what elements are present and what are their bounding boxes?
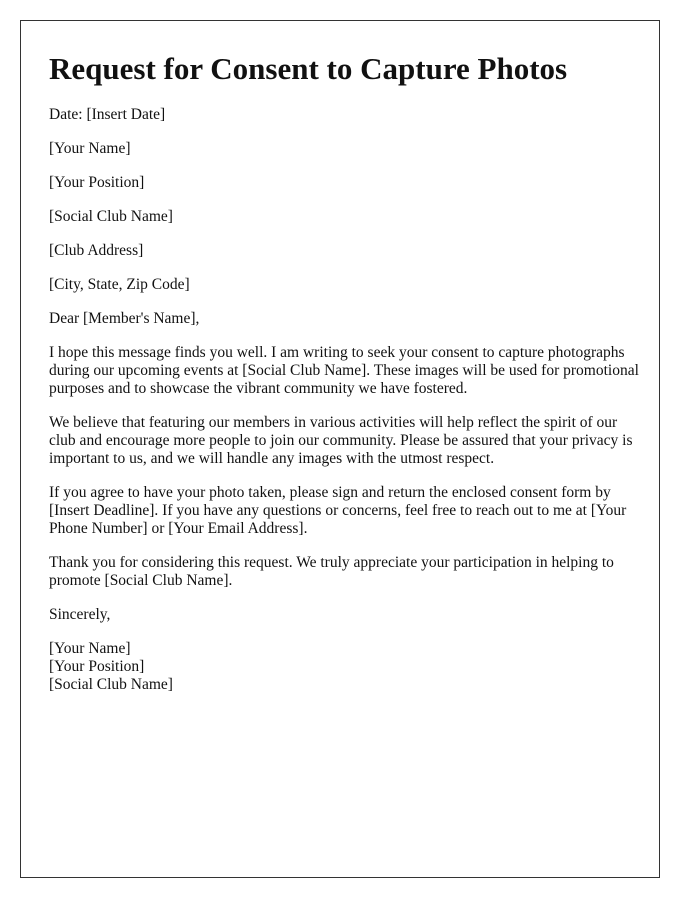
closing: Sincerely, <box>49 606 111 623</box>
signature-name: [Your Name] <box>49 640 131 657</box>
sender-address: [Club Address] <box>49 242 144 259</box>
body-paragraph: I hope this message finds you well. I am writing to seek your consent to capture photographs during our upcoming events at [Social Club Name]. These images will be used for promotional purposes and to showcase the vibrant community we have fostered. <box>49 344 639 397</box>
greeting: Dear [Member's Name], <box>49 310 200 327</box>
letter-page <box>20 20 660 878</box>
body-paragraph: We believe that featuring our members in various activities will help reflect the spirit of our club and encourage more people to join our community. Please be assured that your privacy is important to us, and we will handle any images with the utmost respect. <box>49 414 633 467</box>
body-paragraph: If you agree to have your photo taken, please sign and return the enclosed consent form by [Insert Deadline]. If you have any questions or concerns, feel free to reach out to me at [Your Phone Number] or [Your Email Address]. <box>49 484 627 537</box>
sender-club-name: [Social Club Name] <box>49 208 173 225</box>
sender-name: [Your Name] <box>49 140 131 157</box>
signature-block <box>49 640 641 694</box>
body-paragraph: Thank you for considering this request. We truly appreciate your participation in helping to promote [Social Club Name]. <box>49 554 614 589</box>
date-line: Date: [Insert Date] <box>49 106 166 123</box>
sender-city-state-zip: [City, State, Zip Code] <box>49 276 190 293</box>
letter-title: Request for Consent to Capture Photos <box>49 51 568 86</box>
signature-club-name: [Social Club Name] <box>49 676 173 693</box>
signature-position: [Your Position] <box>49 658 145 675</box>
letter-content <box>49 51 641 694</box>
sender-position: [Your Position] <box>49 174 145 191</box>
